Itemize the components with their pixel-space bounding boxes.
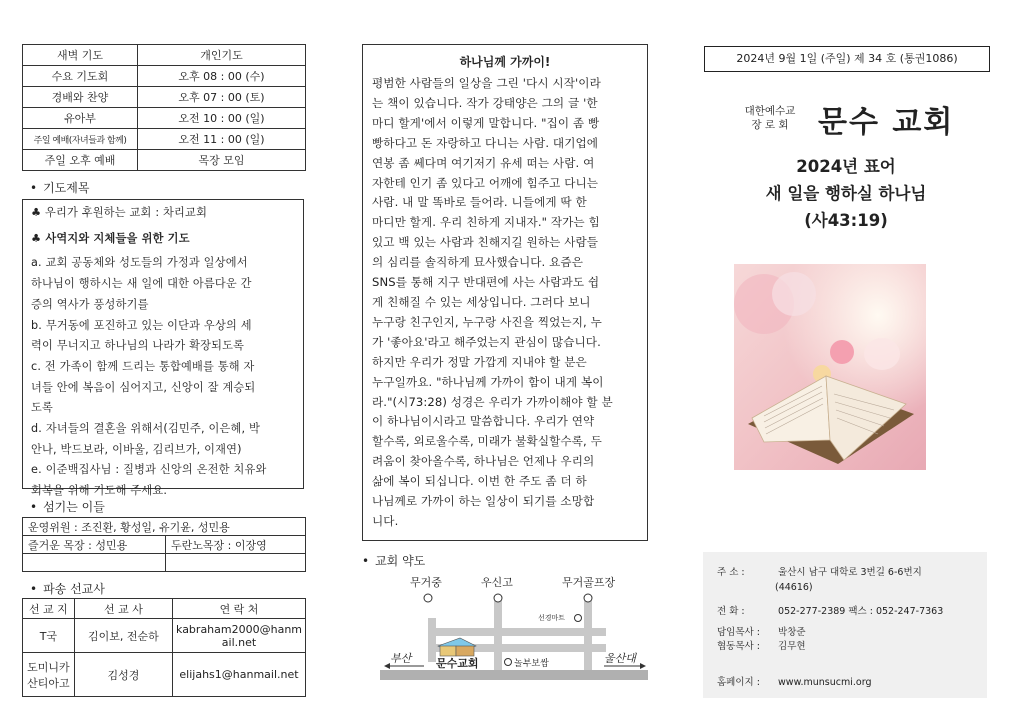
map-label-ulsan: 울산대 xyxy=(604,652,636,665)
prayer-line: d. 자녀들의 결혼을 위해서(김민주, 이은혜, 박 xyxy=(31,422,261,436)
prayer-section-title: • 기도제목 xyxy=(30,179,89,196)
landmark-marker xyxy=(575,615,582,622)
church-name: 문수 교회 xyxy=(818,105,955,140)
essay-line: 라."(시73:28) 성경은 우리가 가까이해야 할 분 xyxy=(372,394,613,409)
table-row xyxy=(23,108,306,129)
prayer-line: 회복을 위해 기도해 주세요. xyxy=(31,484,168,498)
schedule-value: 개인기도 xyxy=(138,45,306,66)
motto-line: 2024년 표어 xyxy=(796,157,896,176)
essay-line: 연봉 좀 쎄다며 여기저기 유세 떠는 사람. 여 xyxy=(372,155,595,170)
road xyxy=(428,628,606,636)
schedule-label: 유아부 xyxy=(23,108,138,129)
essay-line: 평범한 사람들의 일상을 그린 '다시 시작'이라 xyxy=(372,76,601,90)
prayer-line: b. 무거동에 포진하고 있는 이단과 우상의 세 xyxy=(31,318,252,332)
road xyxy=(584,600,592,670)
essay-line: 나님께로 가까이 하는 일상이 되기를 소망합 xyxy=(372,494,595,509)
table-row xyxy=(23,599,306,619)
missionary: 김성경 xyxy=(74,653,172,697)
prayer-line: c. 전 가족이 함께 드리는 통합예배를 통해 자 xyxy=(31,359,255,373)
mission-place: 도미니카 산티아고 xyxy=(23,653,75,697)
essay-box xyxy=(362,44,648,541)
yearly-motto xyxy=(704,153,988,234)
table-row xyxy=(23,619,306,653)
essay-line: 할수록, 외로울수록, 미래가 불확실할수록, 두 xyxy=(372,434,602,449)
church-map xyxy=(380,574,648,698)
essay-line: 는 책이 있습니다. 작가 강태양은 그의 글 '한 xyxy=(372,95,598,110)
table-row xyxy=(23,129,306,150)
schedule-label: 경배와 찬양 xyxy=(23,87,138,108)
essay-line: SNS를 통해 지구 반대편에 사는 사람과도 쉽 xyxy=(372,275,600,290)
open-bible-photo xyxy=(734,264,926,470)
essay-line: 사람. 내 말 똑바로 들어라. 니들에게 딱 한 xyxy=(372,195,587,210)
essay-line: 마디 할게'에서 이렇게 말합니다. "집이 좀 빵 xyxy=(372,115,600,130)
schedule-label: 새벽 기도 xyxy=(23,45,138,66)
prayer-line: 증의 역사가 풍성하기를 xyxy=(31,297,149,311)
map-label-usin: 우신고 xyxy=(481,576,513,589)
schedule-value: 오후 07 : 00 (토) xyxy=(138,87,306,108)
copastor-row: 협동목사 : 김무현 xyxy=(717,641,806,652)
essay-line: 자한테 인기 좀 있다고 어깨에 힘주고 다니는 xyxy=(372,175,599,190)
prayer-line: 하나님이 행하시는 새 일에 대한 아름다운 간 xyxy=(31,277,252,291)
landmark-marker xyxy=(505,659,512,666)
landmark-marker xyxy=(584,594,592,602)
table-row xyxy=(23,45,306,66)
essay-body xyxy=(372,74,638,532)
essay-line: 이 하나님이시라고 말씀합니다. 우리가 연약 xyxy=(372,414,595,429)
missions-table xyxy=(22,598,306,697)
table-row xyxy=(23,518,306,536)
supported-church: ♣ 우리가 후원하는 교회 : 차리교회 xyxy=(31,206,208,219)
motto-line: (사43:19) xyxy=(804,211,888,230)
landmark-marker xyxy=(494,594,502,602)
schedule-value: 오후 08 : 00 (수) xyxy=(138,66,306,87)
mission-contact: kabraham2000@hanm ail.net xyxy=(173,619,306,653)
essay-line: 있고 백 있는 사람과 친해지길 원하는 사람들 xyxy=(372,235,599,250)
issue-info: 2024년 9월 1일 (주일) 제 34 호 (통권1086) xyxy=(704,46,990,72)
missionary: 김이보, 전순하 xyxy=(74,619,172,653)
church-header xyxy=(730,100,980,140)
column-header: 연 락 처 xyxy=(173,599,306,619)
phone-row: 전 화 : 052-277-2389 팩스 : 052-247-7363 xyxy=(717,606,944,617)
prayer-line: 력이 무너지고 하나님의 나라가 확장되도록 xyxy=(31,339,245,353)
map-label-busan: 부산 xyxy=(390,652,412,665)
prayer-heading: ♣ 사역지와 지체들을 위한 기도 xyxy=(31,231,190,245)
table-row xyxy=(23,150,306,171)
essay-title: 하나님께 가까이! xyxy=(459,55,551,69)
motto-line: 새 일을 행하실 하나님 xyxy=(765,184,927,203)
prayer-line: 녀들 안에 복음이 심어지고, 신앙이 잘 계승되 xyxy=(31,380,256,394)
committee: 운영위원 : 조진환, 황성일, 유기윤, 성민용 xyxy=(23,518,306,536)
map-label-mart: 선경마트 xyxy=(538,614,566,622)
prayer-line: 안나, 박드보라, 이바울, 김리브가, 이재연) xyxy=(31,442,242,456)
schedule-label: 주일 예배(자녀들과 함께) xyxy=(23,129,138,150)
schedule-table xyxy=(22,44,306,171)
essay-line: 빵하다고 돈 자랑하고 다니는 사람. 대기업에 xyxy=(372,135,599,150)
map-label-golf: 무거골프장 xyxy=(562,576,616,589)
essay-line: 게 친해질 수 있는 세상입니다. 그러다 보니 xyxy=(372,294,591,309)
column-header: 선 교 사 xyxy=(74,599,172,619)
prayer-box xyxy=(22,199,304,498)
prayer-line: 도록 xyxy=(31,401,54,415)
homepage-row: 홈페이지 : www.munsucmi.org xyxy=(717,677,872,688)
schedule-value: 목장 모임 xyxy=(138,150,306,171)
road xyxy=(494,600,502,670)
postcode: (44616) xyxy=(775,582,813,593)
essay-line: 누구랑 친구인지, 누구랑 사진을 찍었는지, 누 xyxy=(372,314,602,329)
mission-contact: elijahs1@hanmail.net xyxy=(173,653,306,697)
essay-line: 려움이 찾아올수록, 하나님은 언제나 우리의 xyxy=(372,454,595,469)
schedule-value: 오전 11 : 00 (일) xyxy=(138,129,306,150)
essay-line: 하지만 우리가 정말 가깝게 지내야 할 분은 xyxy=(372,354,587,369)
mission-place: T국 xyxy=(23,619,75,653)
servers-table xyxy=(22,517,306,572)
table-row xyxy=(23,653,306,697)
pastor-row: 담임목사 : 박창준 xyxy=(717,627,806,638)
servers-section-title: • 섬기는 이들 xyxy=(30,498,105,515)
group-leader: 두란노목장 : 이장영 xyxy=(166,536,306,554)
map-label-church: 문수교회 xyxy=(436,657,479,670)
essay-line: 니다. xyxy=(372,513,399,528)
table-row xyxy=(23,87,306,108)
schedule-value: 오전 10 : 00 (일) xyxy=(138,108,306,129)
homepage-link[interactable]: www.munsucmi.org xyxy=(778,677,872,688)
missions-section-title: • 파송 선교사 xyxy=(30,580,105,597)
prayer-line: a. 교회 공동체와 성도들의 가정과 일상에서 xyxy=(31,256,248,270)
schedule-label: 주일 오후 예배 xyxy=(23,150,138,171)
table-row xyxy=(23,536,306,554)
church-info-box xyxy=(703,552,987,698)
map-label-mugeo: 무거중 xyxy=(410,576,442,589)
map-label-nolbu: 놀부보쌈 xyxy=(514,659,549,669)
landmark-marker xyxy=(424,594,432,602)
schedule-label: 수요 기도회 xyxy=(23,66,138,87)
essay-line: 의 심리를 솔직하게 묘사했습니다. 요즘은 xyxy=(372,255,584,270)
essay-line: 가 '좋아요'라고 해주었는지 관심이 많습니다. xyxy=(372,334,601,349)
table-row xyxy=(23,554,306,572)
group-leader: 즐거운 목장 : 성민용 xyxy=(23,536,166,554)
road xyxy=(428,618,436,662)
prayer-line: e. 이준백집사님 : 질병과 신앙의 온전한 치유와 xyxy=(31,463,267,477)
essay-line: 누구일까요. "하나님께 가까이 함이 내게 복이 xyxy=(372,374,604,389)
column-header: 선 교 지 xyxy=(23,599,75,619)
essay-line: 삶에 복이 되십니다. 이번 한 주도 좀 더 하 xyxy=(372,474,587,489)
denomination: 대한예수교 장 로 회 xyxy=(744,105,796,131)
essay-line: 마디만 할게. 우리 친하게 지내자." 작가는 힘 xyxy=(372,215,600,230)
main-road xyxy=(380,670,648,680)
map-section-title: • 교회 약도 xyxy=(362,552,425,569)
table-row xyxy=(23,66,306,87)
address-row: 주 소 : 울산시 남구 대학로 3번길 6-6번지 xyxy=(717,567,922,578)
